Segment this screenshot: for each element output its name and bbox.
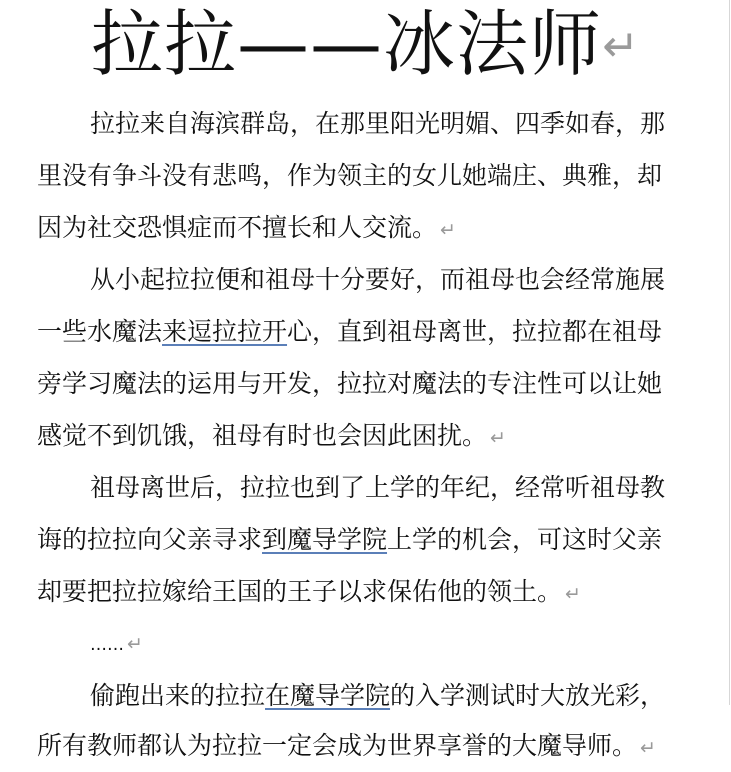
- paragraph-3-line-2[interactable]: [0, 514, 731, 566]
- paragraph-1-line-2[interactable]: [0, 150, 731, 202]
- paragraph-5-line-2[interactable]: [0, 720, 731, 772]
- text-run: 上学的机会，可这时父亲: [387, 525, 663, 554]
- paragraph-2-line-3[interactable]: [0, 358, 731, 410]
- paragraph-mark-icon: ↵: [565, 583, 581, 605]
- underlined-text: 在魔导学院: [265, 681, 391, 710]
- text-run: 偷跑出来的拉拉: [90, 681, 266, 710]
- paragraph-1-line-1[interactable]: [0, 98, 731, 150]
- text-run: 从小起拉拉便和祖母十分要好，而祖母也会经常施展: [90, 265, 666, 294]
- title-text: 拉拉——冰法师: [91, 2, 603, 86]
- underlined-text: 来逗拉拉开: [162, 317, 288, 346]
- paragraph-5-line-1[interactable]: [0, 670, 731, 722]
- text-run: 的入学测试时大放光彩，: [390, 681, 666, 710]
- paragraph-mark-icon: ↵: [602, 21, 640, 72]
- text-run: 拉拉来自海滨群岛，在那里阳光明媚、四季如春，那: [90, 109, 666, 138]
- paragraph-2-line-4[interactable]: [0, 410, 731, 462]
- text-run: 因为社交恐惧症而不擅长和人交流。: [37, 213, 438, 242]
- underlined-text: 到魔导学院: [262, 525, 388, 554]
- paragraph-4-line-1[interactable]: [0, 616, 731, 668]
- text-run: 一些水魔法: [37, 317, 163, 346]
- ellipsis-text: ……: [90, 635, 124, 655]
- text-run: 感觉不到饥饿，祖母有时也会因此困扰。: [37, 421, 488, 450]
- text-run: 祖母离世后，拉拉也到了上学的年纪，经常听祖母教: [90, 473, 666, 502]
- page-title[interactable]: [0, 4, 731, 84]
- paragraph-2-line-1[interactable]: [0, 254, 731, 306]
- paragraph-3-line-1[interactable]: [0, 462, 731, 514]
- text-run: 里没有争斗没有悲鸣，作为领主的女儿她端庄、典雅，却: [37, 161, 663, 190]
- paragraph-mark-icon: ↵: [640, 737, 656, 759]
- paragraph-2-line-2[interactable]: [0, 306, 731, 358]
- text-run: 所有教师都认为拉拉一定会成为世界享誉的大魔导师。: [37, 731, 638, 760]
- paragraph-mark-icon: ↵: [127, 633, 143, 655]
- paragraph-1-line-3[interactable]: [0, 202, 731, 254]
- paragraph-3-line-3[interactable]: [0, 566, 731, 618]
- text-run: 诲的拉拉向父亲寻求: [37, 525, 263, 554]
- paragraph-mark-icon: ↵: [490, 427, 506, 449]
- text-run: 旁学习魔法的运用与开发，拉拉对魔法的专注性可以让她: [37, 369, 663, 398]
- text-run: 却要把拉拉嫁给王国的王子以求保佑他的领土。: [37, 577, 563, 606]
- text-run: 心，直到祖母离世，拉拉都在祖母: [287, 317, 663, 346]
- paragraph-mark-icon: ↵: [440, 219, 456, 241]
